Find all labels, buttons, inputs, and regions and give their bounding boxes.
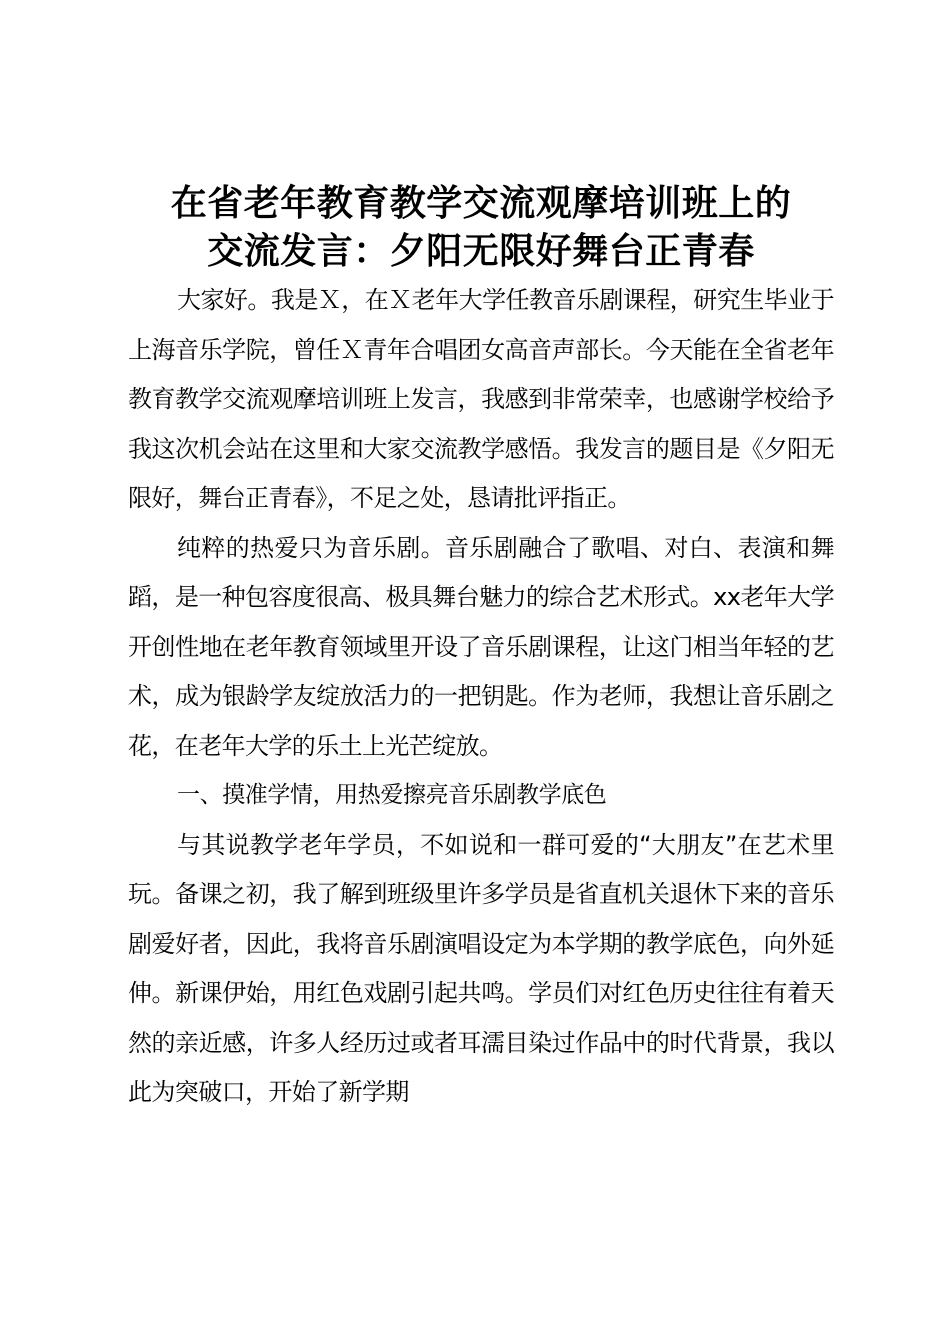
section-heading-1: 一、摸准学情，用热爱擦亮音乐剧教学底色 [177, 782, 607, 808]
paragraph-teaching: 与其说教学老年学员，不如说和一群可爱的“大朋友”在艺术里玩。备课之初，我了解到班级里许多学员是省直机关退休下来的音乐剧爱好者，因此，我将音乐剧演唱设定为本学期的教学底色，向外延伸。新课伊始，用红色戏剧引起共鸣。学员们对红色历史往往有着天然的亲近感，许多人经历过或者耳濡目染过作品中的时代背景，我以此为突破口，开始了新学期 [128, 830, 834, 1106]
title-line-2: 交流发言：夕阳无限好舞台正青春 [207, 231, 755, 272]
document-page [128, 180, 834, 1118]
title-line-1: 在省老年教育教学交流观摩培训班上的 [170, 183, 792, 224]
document-title [128, 180, 834, 276]
document-body [128, 276, 834, 1118]
paragraph-musical: 纯粹的热爱只为音乐剧。音乐剧融合了歌唱、对白、表演和舞蹈，是一种包容度很高、极具舞台魅力的综合艺术形式。xx老年大学开创性地在老年教育领域里开设了音乐剧课程，让这门相当年轻的艺术，成为银龄学友绽放活力的一把钥匙。作为老师，我想让音乐剧之花，在老年大学的乐土上光芒绽放。 [128, 533, 834, 760]
paragraph-intro: 大家好。我是Ｘ，在Ｘ老年大学任教音乐剧课程，研究生毕业于上海音乐学院，曾任Ｘ青年合唱团女高音声部长。今天能在全省老年教育教学交流观摩培训班上发言，我感到非常荣幸，也感谢学校给予我这次机会站在这里和大家交流教学感悟。我发言的题目是《夕阳无限好，舞台正青春》，不足之处，恳请批评指正。 [128, 286, 834, 512]
